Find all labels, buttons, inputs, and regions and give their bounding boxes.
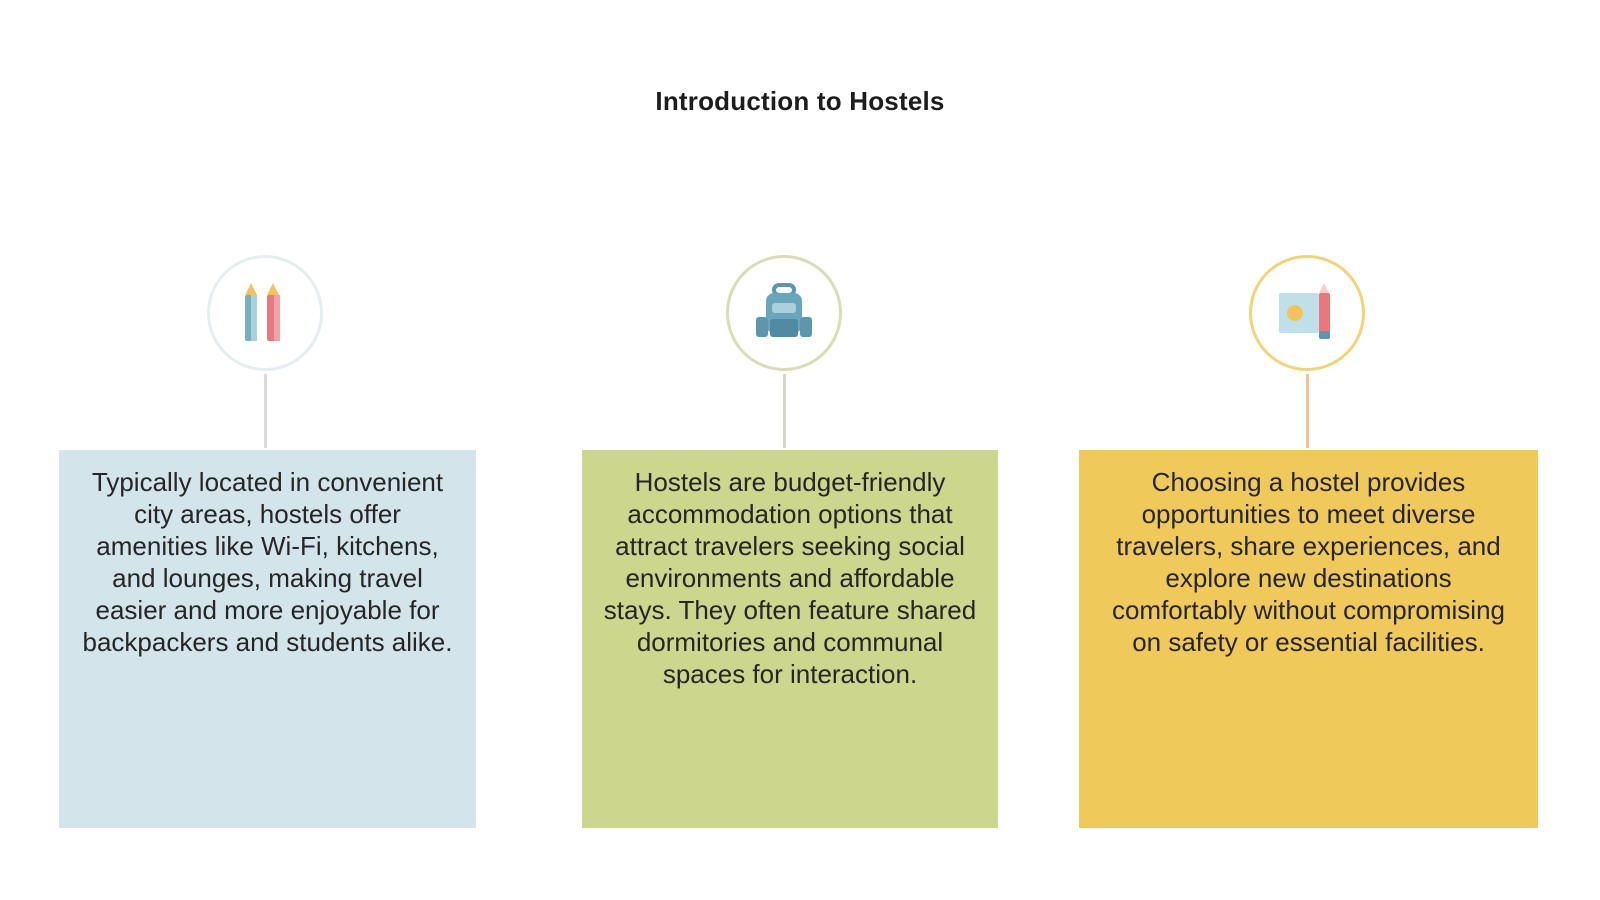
card-1 — [59, 450, 476, 828]
pencils-icon-circle — [207, 255, 323, 371]
pencils-icon — [237, 281, 293, 345]
card-3-text: Choosing a hostel provides opportunities to meet diverse travelers, share experiences, and explore new destinations comfortably without compromising on safety or essential facilities. — [1111, 467, 1506, 657]
picture-icon-circle — [1249, 255, 1365, 371]
page-title: Introduction to Hostels — [655, 86, 945, 116]
card-2-text: Hostels are budget-friendly accommodation options that attract travelers seeking social environments and affordable stays. They often feature shared dormitories and communal spaces for interaction. — [603, 467, 977, 689]
backpack-icon — [752, 281, 816, 345]
connector-line-1 — [264, 374, 267, 448]
card-2 — [582, 450, 998, 828]
card-3 — [1079, 450, 1538, 828]
card-1-text: Typically located in convenient city areas, hostels offer amenities like Wi-Fi, kitchens, and lounges, making travel easier and more enjoyable for backpackers and students alike. — [82, 467, 453, 657]
picture-and-pencil-icon — [1275, 281, 1339, 345]
backpack-icon-circle — [726, 255, 842, 371]
connector-line-2 — [783, 374, 786, 448]
connector-line-3 — [1306, 374, 1309, 448]
